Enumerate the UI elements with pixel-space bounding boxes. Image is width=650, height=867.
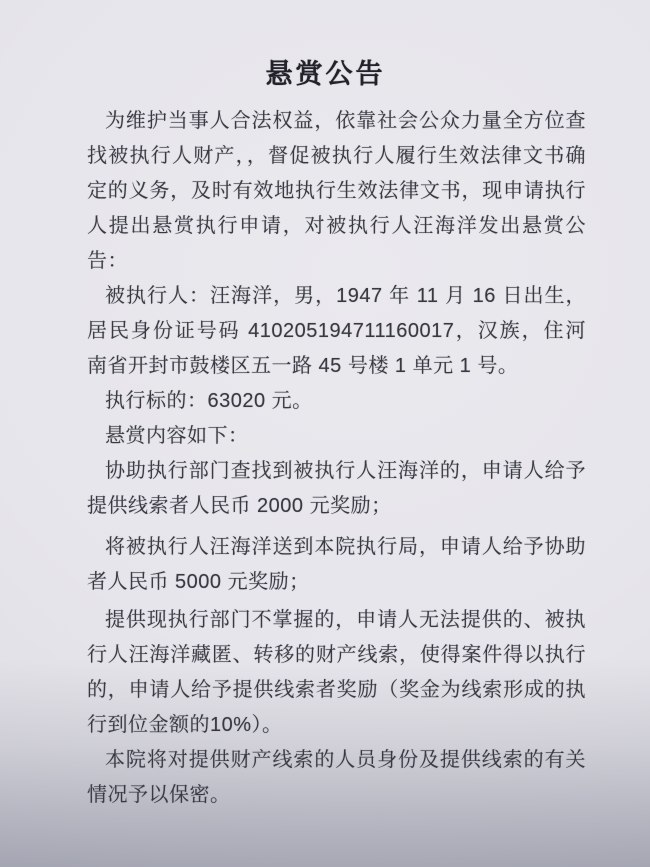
paragraph-execution-target: 执行标的：63020 元。 — [105, 390, 313, 412]
paragraph-confidentiality: 本院将对提供财产线索的人员身份及提供线索的有关情况予以保密。 — [87, 749, 586, 806]
paragraph-reward-heading: 悬赏内容如下： — [105, 425, 249, 447]
paragraph-reward-2: 将被执行人汪海洋送到本院执行局，申请人给予协助者人民币 5000 元奖励； — [87, 536, 586, 593]
paragraph-debtor-info: 被执行人：汪海洋，男，1947 年 11 月 16 日出生，居民身份证号码 410205194711160017，汉族，住河南省开封市鼓楼区五一路 45 号楼 1 单元 1 号。 — [87, 285, 586, 377]
paragraph-intro: 为维护当事人合法权益，依靠社会公众力量全方位查找被执行人财产，，督促被执行人履行生效法律文书确定的义务，及时有效地执行生效法律文书，现申请执行人提出悬赏执行申请，对被执行人汪海洋发出悬赏公告： — [87, 110, 586, 272]
document-title: 悬赏公告 — [265, 59, 386, 89]
paragraph-reward-3: 提供现执行部门不掌握的，申请人无法提供的、被执行人汪海洋藏匿、转移的财产线索，使得案件得以执行的，申请人给予提供线索者奖励（奖金为线索形成的执行到位金额的10%）。 — [87, 609, 586, 736]
paragraph-reward-1: 协助执行部门查找到被执行人汪海洋的，申请人给予提供线索者人民币 2000 元奖励； — [87, 460, 586, 517]
